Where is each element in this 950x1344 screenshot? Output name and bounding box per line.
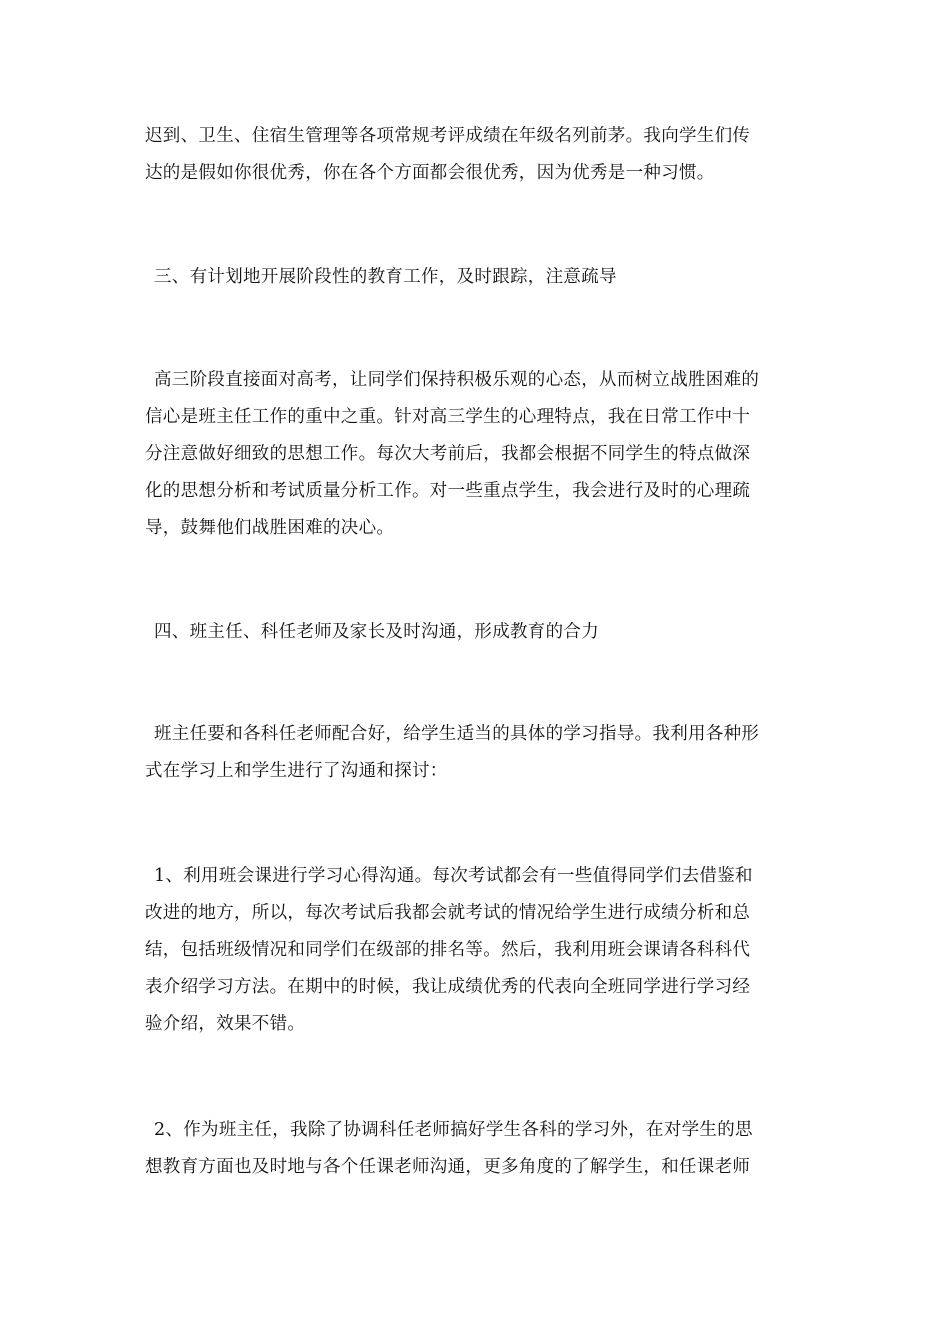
paragraph-teacher-coordination [145, 716, 805, 790]
text-line: 式在学习上和学生进行了沟通和探讨： [145, 761, 448, 781]
text-line: 想教育方面也及时地与各个任课老师沟通，更多角度的了解学生，和任课老师 [145, 1157, 751, 1177]
section-heading-3 [145, 259, 805, 296]
text-line: 结，包括班级情况和同学们在级部的排名等。然后，我利用班会课请各科科代 [145, 940, 751, 960]
heading-text: 四、班主任、科任老师及家长及时沟通，形成教育的合力 [154, 622, 599, 642]
text-line: 改进的地方，所以，每次考试后我都会就考试的情况给学生进行成绩分析和总 [145, 903, 751, 923]
text-line: 表介绍学习方法。在期中的时候，我让成绩优秀的代表向全班同学进行学习经 [145, 977, 751, 997]
text-line: 化的思想分析和考试质量分析工作。对一些重点学生，我会进行及时的心理疏 [145, 481, 751, 501]
text-line: 班主任要和各科任老师配合好，给学生适当的具体的学习指导。我利用各种形 [154, 724, 760, 744]
paragraph-homeroom-role [145, 1112, 805, 1186]
section-heading-4 [145, 614, 805, 651]
text-line: 1、利用班会课进行学习心得沟通。每次考试都会有一些值得同学们去借鉴和 [154, 866, 753, 886]
paragraph-senior-year-mindset [145, 362, 805, 547]
text-line: 导，鼓舞他们战胜困难的决心。 [145, 518, 395, 538]
paragraph-class-meeting [145, 858, 805, 1043]
text-line: 验介绍，效果不错。 [145, 1014, 306, 1034]
text-line: 达的是假如你很优秀，你在各个方面都会很优秀，因为优秀是一种习惯。 [145, 163, 715, 183]
text-line: 信心是班主任工作的重中之重。针对高三学生的心理特点，我在日常工作中十 [145, 407, 751, 427]
paragraph-routine-assessment [145, 118, 805, 192]
heading-text: 三、有计划地开展阶段性的教育工作，及时跟踪，注意疏导 [154, 267, 617, 287]
text-line: 迟到、卫生、住宿生管理等各项常规考评成绩在年级名列前茅。我向学生们传 [145, 126, 751, 146]
text-line: 2、作为班主任，我除了协调科任老师搞好学生各科的学习外，在对学生的思 [154, 1120, 753, 1140]
text-line: 分注意做好细致的思想工作。每次大考前后，我都会根据不同学生的特点做深 [145, 444, 751, 464]
text-line: 高三阶段直接面对高考，让同学们保持积极乐观的心态，从而树立战胜困难的 [154, 370, 760, 390]
